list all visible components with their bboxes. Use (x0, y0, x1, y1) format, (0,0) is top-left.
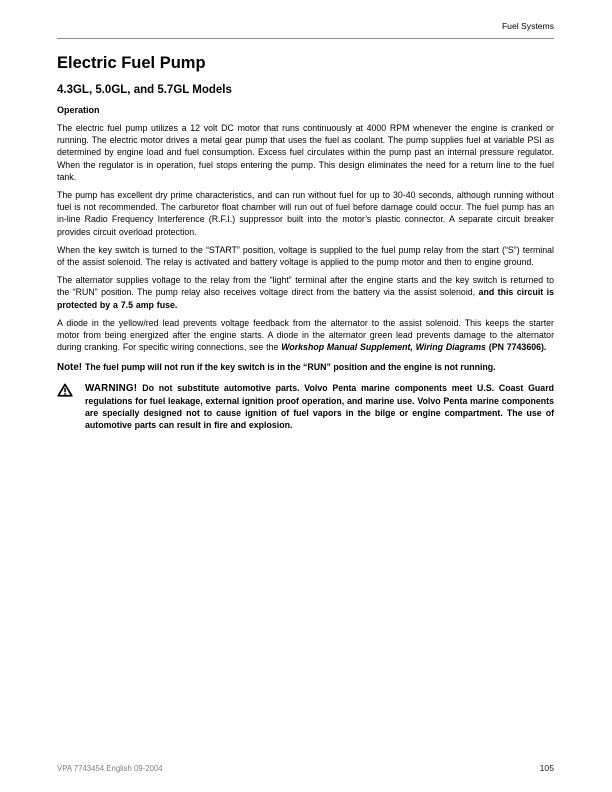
running-header (57, 21, 554, 39)
workshop-manual-reference: Workshop Manual Supplement, Wiring Diagrams (281, 342, 486, 353)
models-subtitle: 4.3GL, 5.0GL, and 5.7GL Models (57, 84, 232, 96)
paragraph-diode (57, 317, 554, 354)
paragraph-pump-overview: The electric fuel pump utilizes a 12 volt DC motor that runs continuously at 4000 RPM whenever the engine is cranked or running. The electric motor drives a metal gear pump that uses the fuel as coolant. The pump supplies fuel at variable PSI as determined by engine load and fuel consumption. Excess fuel circulates within the pump past an internal pressure regulator. When the regulator is in operation, fuel stops entering the pump. This design eliminates the need for a return line to the fuel tank. (57, 123, 554, 182)
note-line (57, 361, 554, 374)
warning-triangle-icon (57, 383, 73, 397)
warning-text-block (85, 382, 554, 432)
operation-heading: Operation (57, 105, 100, 115)
note-label: Note! (57, 362, 83, 374)
page-content (57, 21, 554, 431)
header-section-label: Fuel Systems (501, 21, 554, 31)
page-number: 105 (539, 763, 554, 773)
note-text: The fuel pump will not run if the key switch is in the “RUN” position and the engine is not running. (85, 362, 496, 373)
warning-icon-wrap (57, 382, 85, 432)
warning-block (57, 382, 554, 432)
paragraph-alternator-bold-text: and this circuit is protected by a 7.5 amp fuse. (57, 287, 554, 310)
paragraph-start-position: When the key switch is turned to the “START” position, voltage is supplied to the fuel pump relay from the start (“S”) terminal of the assist solenoid. The relay is activated and battery voltage is applied to the pump motor and then to engine ground. (57, 244, 554, 268)
paragraph-alternator-regular-text: The alternator supplies voltage to the relay from the “light” terminal after the engine starts and the key switch is returned to the “RUN” position. The pump relay also receives voltage direct from the battery via the assist solenoid, (57, 275, 554, 298)
part-number-reference: (PN 7743606). (485, 342, 547, 353)
paragraph-diode-regular-text: A diode in the yellow/red lead prevents voltage feedback from the alternator to the assist solenoid. This keeps the starter motor from being energized after the engine starts. A diode in the alternator green lead prevents damage to the alternator during cranking. For specific wiring connections, see the (57, 317, 554, 353)
page-footer (57, 763, 554, 773)
warning-text: Do not substitute automotive parts. Volvo Penta marine components meet U.S. Coast Guard regulations for fuel leakage, external ignition proof operation, and marine use. Volvo Penta marine components are specially designed not to cause ignition of fuel vapors in the bilge or engine compartment. The use of automotive parts can result in fire and explosion. (85, 382, 554, 431)
document-reference: VPA 7743454 English 09-2004 (57, 764, 163, 773)
paragraph-dry-prime: The pump has excellent dry prime characteristics, and can run without fuel for up to 30-40 seconds, although running without fuel is not recommended. The carburetor float chamber will run out of fuel before damage could occur. The fuel pump has an in-line Radio Frequency Interference (R.F.I.) suppressor built into the motor’s plastic connector. A separate circuit breaker provides circuit overload protection. (57, 190, 554, 237)
page-title: Electric Fuel Pump (57, 54, 206, 72)
paragraph-alternator-voltage (57, 274, 554, 311)
warning-label: WARNING! (85, 382, 138, 394)
